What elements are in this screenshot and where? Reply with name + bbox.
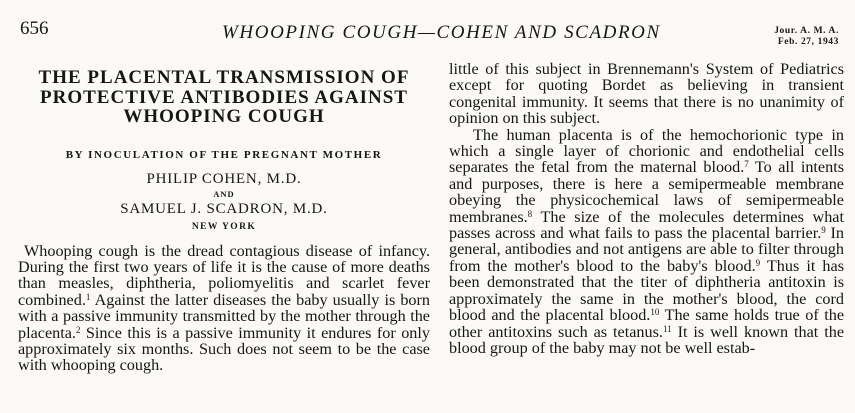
sentence: The same holds true of the other antitoxins such as tetanus. (449, 306, 844, 341)
author-location: NEW YORK (191, 221, 257, 232)
reference-mark: 8 (527, 208, 533, 219)
reference-mark: 9 (821, 225, 826, 236)
continued-paragraph (449, 61, 844, 127)
left-column (18, 68, 430, 374)
sentence: To all intents and purposes, there is here a semipermeable membrane obeying the physicochemical laws of semipermeable membranes. (449, 158, 845, 226)
placenta-paragraph (449, 127, 844, 357)
reference-mark: 10 (650, 307, 660, 318)
page-header (0, 0, 855, 50)
reference-mark: 11 (662, 323, 672, 334)
journal-citation (774, 26, 839, 48)
article-title: THE PLACENTAL TRANSMISSION OF PROTECTIVE ANTIBODIES AGAINST WHOOPING COUGH (38, 67, 410, 127)
journal-date: Feb. 27, 1943 (777, 37, 839, 47)
author-conjunction: AND (213, 188, 235, 199)
sentence: The human placenta is of the hemochorionic type in which a single layer of chorionic and endothelial cells separates the fetal from the maternal blood. (449, 125, 844, 177)
journal-name: Jour. A. M. A. (774, 26, 839, 36)
right-column (449, 61, 844, 356)
page-number: 656 (20, 18, 49, 39)
author-2: SAMUEL J. SCADRON, M.D. (120, 200, 328, 217)
reference-mark: 9 (755, 257, 761, 268)
sentence: The size of the molecules determines what passes across and what fails to pass the placental barrier. (449, 207, 844, 243)
reference-mark: 7 (744, 159, 749, 170)
intro-paragraph (18, 243, 430, 374)
sentence: Whooping cough is the dread contagious disease of infancy. During the first two years of life it is the cause of more deaths than measles, diphtheria, poliomyelitis and scarlet fever combined. (18, 241, 430, 309)
sentence: Against the latter diseases the baby usually is born with a passive immunity transmitted by the mother through the placenta. (18, 290, 430, 342)
reference-mark: 1 (85, 291, 91, 302)
sentence: In general, antibodies and not antigens are able to filter through from the mother's blood to the baby's blood. (449, 224, 844, 275)
article-subtitle: BY INOCULATION OF THE PREGNANT MOTHER (65, 148, 383, 161)
running-title: WHOOPING COUGH—COHEN AND SCADRON (222, 22, 661, 43)
sentence: Thus it has been demonstrated that the titer of diphtheria antitoxin is approximately the same in the mother's blood, the cord blood and the placental blood. (449, 256, 845, 325)
sentence: little of this subject in Brennemann's System of Pediatrics except for quoting Bordet as believing in transient congenital immunity. It seems that there is no unanimity of opinion on this subject. (449, 60, 844, 128)
author-1: PHILIP COHEN, M.D. (146, 170, 302, 187)
sentence: Since this is a passive immunity it endures for only approximately six months. Such does not seem to be the case with whooping cough. (18, 323, 430, 375)
sentence: It is well known that the blood group of the baby may not be well estab- (449, 322, 845, 357)
reference-mark: 2 (75, 324, 81, 335)
